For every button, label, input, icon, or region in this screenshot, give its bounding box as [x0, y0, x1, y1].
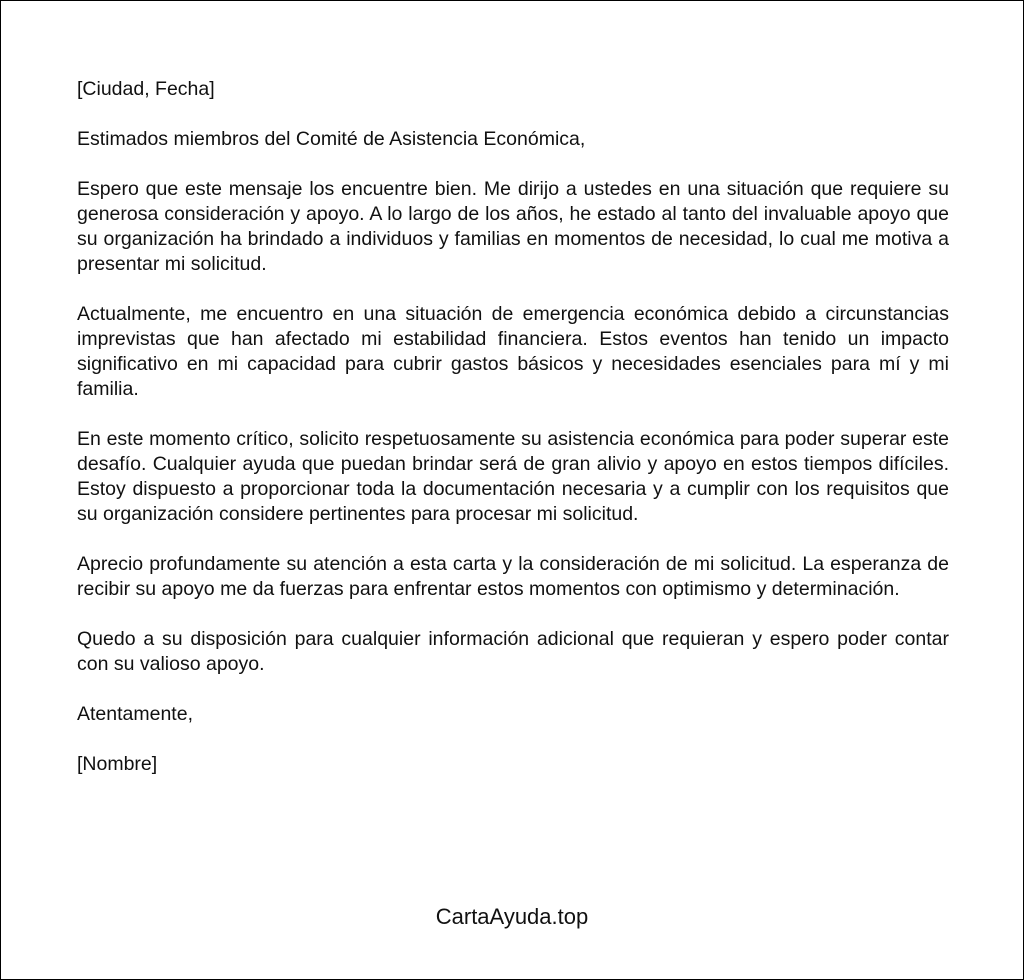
- footer-site-name: CartaAyuda.top: [435, 904, 589, 929]
- paragraph-availability: Quedo a su disposición para cualquier información adicional que requieran y espero poder contar con su valioso apoyo.: [77, 628, 949, 675]
- place-date-line: [Ciudad, Fecha]: [77, 78, 215, 100]
- paragraph-appreciation: Aprecio profundamente su atención a esta carta y la consideración de mi solicitud. La esperanza de recibir su apoyo me da fuerzas para enfrentar estos momentos con optimismo y determinación.: [77, 553, 949, 600]
- paragraph-request: En este momento crítico, solicito respetuosamente su asistencia económica para poder superar este desafío. Cualquier ayuda que puedan brindar será de gran alivio y apoyo en estos tiempos difíciles. Estoy dispuesto a proporcionar toda la documentación necesaria y a cumplir con los requisitos que su organización considere pertinentes para procesar mi solicitud.: [77, 428, 949, 525]
- signature-line: [Nombre]: [77, 753, 158, 775]
- closing-line: Atentamente,: [77, 703, 193, 725]
- paragraph-situation: Actualmente, me encuentro en una situación de emergencia económica debido a circunstancias imprevistas que han afectado mi estabilidad financiera. Estos eventos han tenido un impacto significativo en mi capacidad para cubrir gastos básicos y necesidades esenciales para mí y mi familia.: [77, 303, 949, 400]
- paragraph-intro: Espero que este mensaje los encuentre bien. Me dirijo a ustedes en una situación que requiere su generosa consideración y apoyo. A lo largo de los años, he estado al tanto del invaluable apoyo que su organización ha brindado a individuos y familias en momentos de necesidad, lo cual me motiva a presentar mi solicitud.: [77, 178, 949, 275]
- letter-body: [77, 77, 949, 802]
- greeting-line: Estimados miembros del Comité de Asistencia Económica,: [77, 128, 586, 150]
